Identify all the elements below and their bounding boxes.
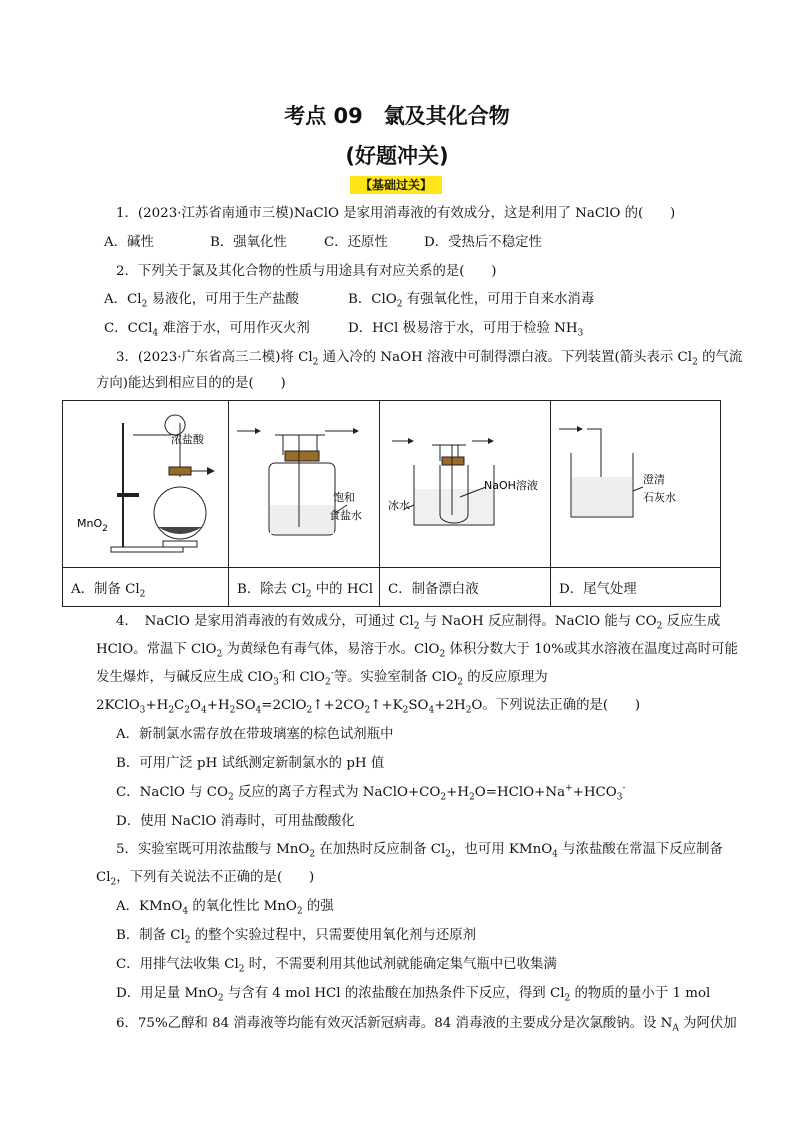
q5-line1: 5．实验室既可用浓盐酸与 MnO$_2$ 在加热时反应制备 $Cl_2$，也可用 KMnO$_4$ 与浓盐酸在常温下反应制备 [116, 842, 723, 860]
caption-c: C．制备漂白液 [380, 568, 551, 607]
apparatus-c-figure [380, 401, 550, 563]
page-title: 考点 09 氯及其化合物 [284, 104, 510, 128]
q1-option-c: C．还原性 [324, 235, 388, 250]
apparatus-b-cell [229, 401, 380, 568]
apparatus-a-cell [63, 401, 229, 568]
page-subtitle: (好题冲关) [345, 144, 449, 168]
q5-option-b: B．制备 $Cl_2$ 的整个实验过程中，只需要使用氧化剂与还原剂 [116, 928, 476, 946]
q5-option-a: A．KMnO$_4$ 的氧化性比 MnO$_2$ 的强 [116, 899, 334, 917]
q4-option-c: C．NaClO 与 $CO_2$ 反应的离子方程式为 $NaClO+CO_2+H_2O=HClO+Na^++HCO_3^-$ [116, 783, 626, 803]
q2-option-b: B．ClO$_2$ 有强氧化性，可用于自来水消毒 [348, 292, 595, 310]
apparatus-d-cell [551, 401, 721, 568]
q4-option-b: B．可用广泛 pH 试纸测定新制氯水的 pH 值 [116, 756, 385, 771]
q5-line2: $Cl_2$，下列有关说法不正确的是( ) [96, 870, 315, 888]
q5-option-c: C．用排气法收集 $Cl_2$ 时，不需要利用其他试剂就能确定集气瓶中已收集满 [116, 957, 557, 975]
label-conc-hcl: 浓盐酸 [171, 433, 204, 446]
q4-line3: 发生爆炸，与碱反应生成 ClO$_3$-和 ClO$_2$-等。实验室制备 ClO$_2$ 的反应原理为 [96, 668, 548, 688]
q2-stem: 2．下列关于氯及其化合物的性质与用途具有对应关系的是( ) [116, 264, 497, 279]
q3-stem-line1: 3．(2023·广东省高三二模)将 $Cl_2$ 通入冷的 NaOH 溶液中可制得漂白液。下列装置(箭头表示 $Cl_2$ 的气流 [116, 350, 743, 368]
apparatus-a-figure [63, 401, 228, 563]
q4-line2: HClO。常温下 ClO$_2$ 为黄绿色有毒气体，易溶于水。ClO$_2$ 体积分数大于 10%或其水溶液在温度过高时可能 [96, 642, 738, 660]
caption-b: B．除去 $Cl_2$ 中的 HCl [229, 568, 380, 607]
q2-option-d: D．HCl 极易溶于水，可用于检验 $NH_3$ [348, 321, 584, 339]
apparatus-b-figure [229, 401, 379, 563]
q1-option-a: A．碱性 [104, 235, 154, 250]
apparatus-table [62, 400, 721, 607]
label-clear: 澄清 [643, 473, 665, 486]
q2-option-c: C．CCl$_4$ 难溶于水，可用作灭火剂 [104, 321, 310, 339]
q4-equation: $2KClO_3+H_2C_2O_4+H_2SO_4=2ClO_2↑+2CO_2↑+K_2SO_4+2H_2O$。下列说法正确的是( ) [96, 698, 641, 716]
q1-option-b: B．强氧化性 [210, 235, 287, 250]
q6-line1: 6．75%乙醇和 84 消毒液等均能有效灭活新冠病毒。84 消毒液的主要成分是次氯酸钠。设 $N_A$ 为阿伏加 [116, 1016, 737, 1034]
label-saturated: 饱和 [333, 491, 355, 504]
apparatus-d-figure [551, 401, 720, 563]
label-brine: 食盐水 [329, 509, 362, 522]
q4-option-a: A．新制氯水需存放在带玻璃塞的棕色试剂瓶中 [116, 727, 394, 742]
label-mno2: MnO$_2$ [77, 517, 108, 534]
section-badge: 【基础过关】 [350, 176, 442, 194]
q4-line1: 4． NaClO 是家用消毒液的有效成分，可通过 $Cl_2$ 与 NaOH 反应制得。NaClO 能与 $CO_2$ 反应生成 [116, 614, 721, 632]
q3-stem-line2: 方向)能达到相应目的的是( ) [96, 376, 286, 391]
q2-option-a: A．$Cl_2$ 易液化，可用于生产盐酸 [104, 292, 299, 310]
apparatus-c-cell [380, 401, 551, 568]
label-naoh-solution: NaOH溶液 [484, 479, 538, 492]
label-ice-water: 冰水 [388, 499, 410, 512]
q5-option-d: D．用足量 MnO$_2$ 与含有 4 mol HCl 的浓盐酸在加热条件下反应，得到 $Cl_2$ 的物质的量小于 1 mol [116, 986, 711, 1004]
q1-stem: 1．(2023·江苏省南通市三模)NaClO 是家用消毒液的有效成分，这是利用了 NaClO 的( ) [116, 206, 676, 221]
label-limewater: 石灰水 [643, 491, 676, 504]
q1-option-d: D．受热后不稳定性 [424, 235, 542, 250]
caption-a: A．制备 $Cl_2$ [63, 568, 229, 607]
caption-d: D．尾气处理 [551, 568, 721, 607]
q4-option-d: D．使用 NaClO 消毒时，可用盐酸酸化 [116, 814, 355, 829]
